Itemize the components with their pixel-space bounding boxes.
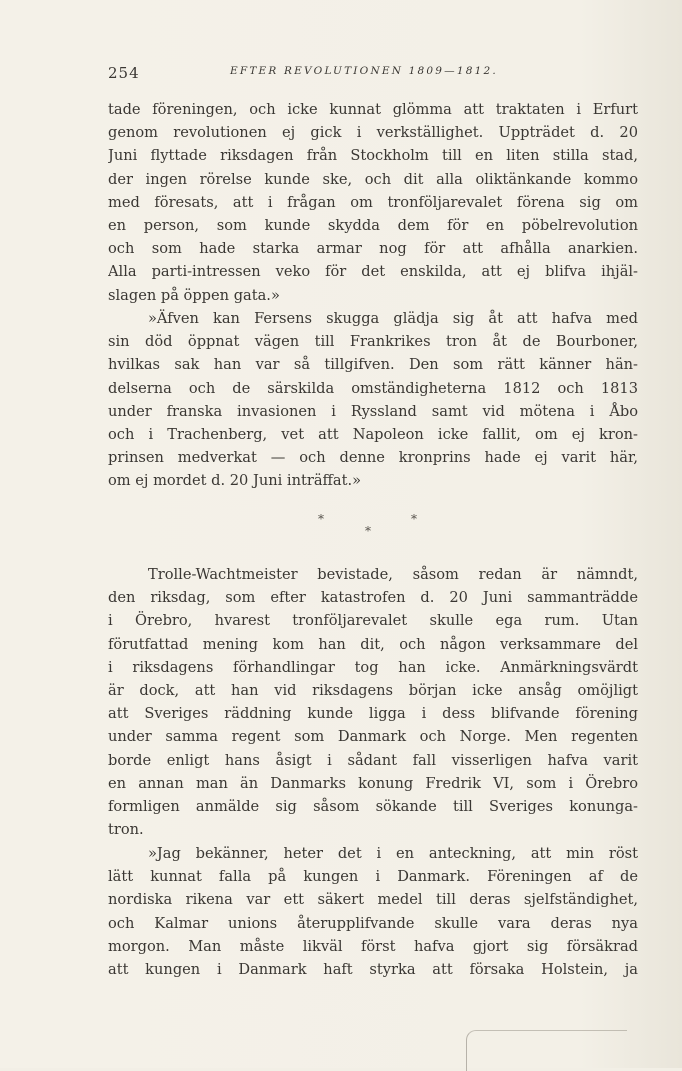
running-head [108,64,638,86]
text-line: den riksdag, som efter katastrofen d. 20 Juni sammanträdde [108,589,638,607]
text-line: delserna och de särskilda omständigheterna 1812 och 1813 [108,379,638,397]
text-line: »Äfven kan Fersens skugga glädja sig åt att hafva med [148,310,638,327]
text-line: en annan man än Danmarks konung Fredrik VI, som i Örebro [108,774,638,792]
text-line: tron. [108,821,144,839]
text-line: och som hade starka armar nog för att afhålla anarkien. [108,240,638,258]
text-line: och Kalmar unions återupplifvande skulle vara deras nya [108,914,638,932]
text-line: och i Trachenberg, vet att Napoleon icke fallit, om ej kron- [108,425,638,443]
paragraph-4 [108,842,638,981]
page-number: 254 [108,64,140,82]
text-line: Alla parti-intressen veko för det enskilda, att ej blifva ihjäl- [108,263,638,281]
text-line: borde enligt hans åsigt i sådant fall visserligen hafva varit [108,751,638,769]
page-edge-mark [466,1030,627,1071]
text-line: med föresats, att i frågan om tronföljarevalet förena sig om [108,193,638,211]
asterisk: * [318,512,324,526]
text-line: under samma regent som Danmark och Norge. Men regenten [108,728,638,746]
text-line: formligen anmälde sig såsom sökande till Sveriges konunga- [108,797,638,815]
text-line: nordiska rikena var ett säkert medel till deras sjelfständighet, [108,891,638,909]
text-line: lätt kunnat falla på kungen i Danmark. Föreningen af de [108,868,638,886]
text-line: Trolle-Wachtmeister bevistade, såsom redan är nämndt, [148,566,638,583]
text-line: en person, som kunde skydda dem för en pöbelrevolution [108,216,638,234]
asterisk: * [365,524,371,538]
text-line: att kungen i Danmark haft styrka att försaka Holstein, ja [108,960,638,978]
text-line: i riksdagens förhandlingar tog han icke. Anmärkningsvärdt [108,658,638,676]
paragraph-3 [108,563,638,841]
asterisk: * [411,512,417,526]
text-line: Juni flyttade riksdagen från Stockholm till en liten stilla stad, [108,147,638,165]
text-line: hvilkas sak han var så tillgifven. Den som rätt känner hän- [108,356,638,374]
text-line: är dock, att han vid riksdagens början icke ansåg omöjligt [108,681,638,699]
text-line: under franska invasionen i Ryssland samt vid mötena i Åbo [108,402,638,420]
section-break [0,512,682,552]
text-line: genom revolutionen ej gick i verkställighet. Uppträdet d. 20 [108,124,638,142]
text-line: tade föreningen, och icke kunnat glömma att traktaten i Erfurt [108,101,638,118]
text-line: der ingen rörelse kunde ske, och dit alla oliktänkande kommo [108,170,638,188]
text-line: »Jag bekänner, heter det i en anteckning, att min röst [148,845,638,862]
text-line: slagen på öppen gata.» [108,286,280,304]
text-line: förutfattad mening kom han dit, och någon verksammare del [108,635,638,653]
text-line: i Örebro, hvarest tronföljarevalet skulle ega rum. Utan [108,612,638,630]
text-line: morgon. Man måste likväl först hafva gjort sig försäkrad [108,937,638,955]
text-line: sin död öppnat vägen till Frankrikes tron åt de Bourboner, [108,333,638,351]
running-title: EFTER REVOLUTIONEN 1809—1812. [230,65,498,77]
text-line: prinsen medverkat — och denne kronprins hade ej varit här, [108,449,638,467]
paragraph-1 [108,98,638,307]
text-line: att Sveriges räddning kunde ligga i dess blifvande förening [108,705,638,723]
text-line: om ej mordet d. 20 Juni inträffat.» [108,472,362,490]
paragraph-2 [108,307,638,493]
